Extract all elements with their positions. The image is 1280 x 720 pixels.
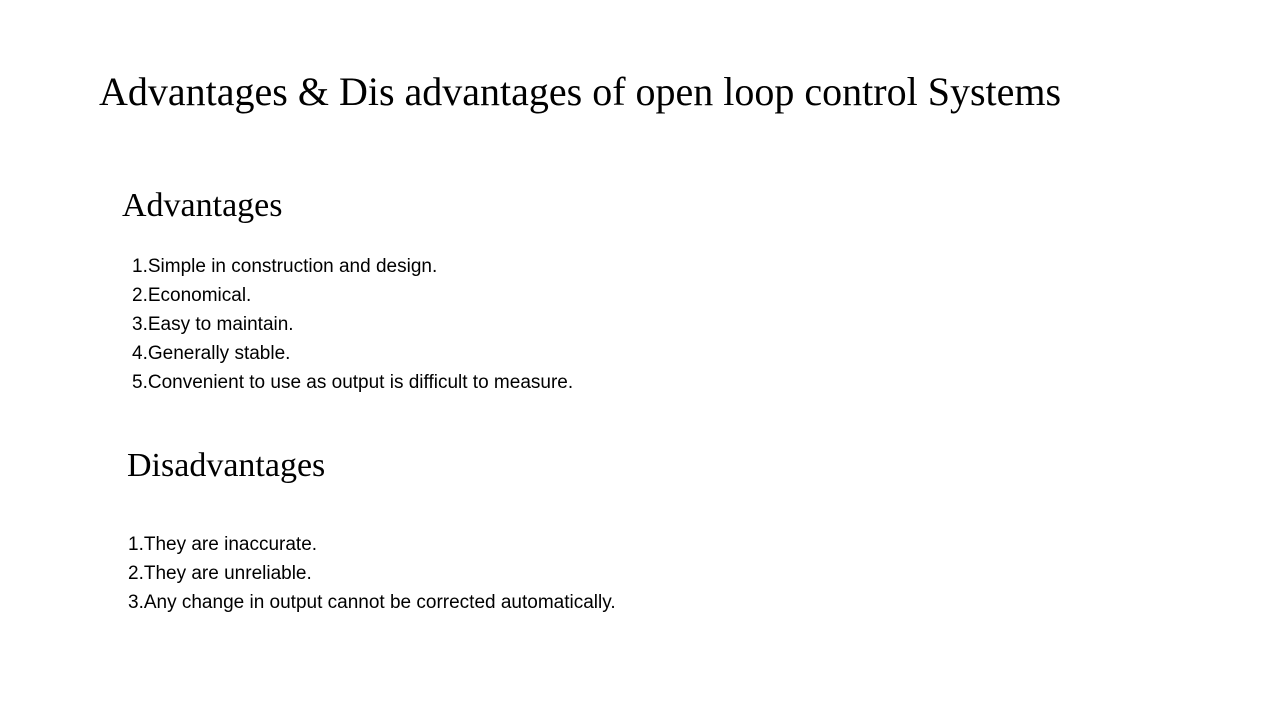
advantages-list	[132, 252, 573, 397]
advantage-item: 2.Economical.	[132, 285, 252, 306]
disadvantages-heading: Disadvantages	[127, 447, 326, 484]
disadvantage-item: 2.They are unreliable.	[128, 563, 312, 584]
advantage-item: 5.Convenient to use as output is difficult to measure.	[132, 372, 574, 393]
advantage-item: 3.Easy to maintain.	[132, 314, 294, 335]
advantage-item: 4.Generally stable.	[132, 343, 291, 364]
advantage-item: 1.Simple in construction and design.	[132, 256, 438, 277]
disadvantage-item: 3.Any change in output cannot be corrected automatically.	[128, 592, 616, 613]
slide-title: Advantages & Dis advantages of open loop control Systems	[99, 69, 1062, 114]
disadvantage-item: 1.They are inaccurate.	[128, 534, 318, 555]
disadvantages-list	[128, 530, 616, 617]
advantages-heading: Advantages	[122, 187, 283, 224]
